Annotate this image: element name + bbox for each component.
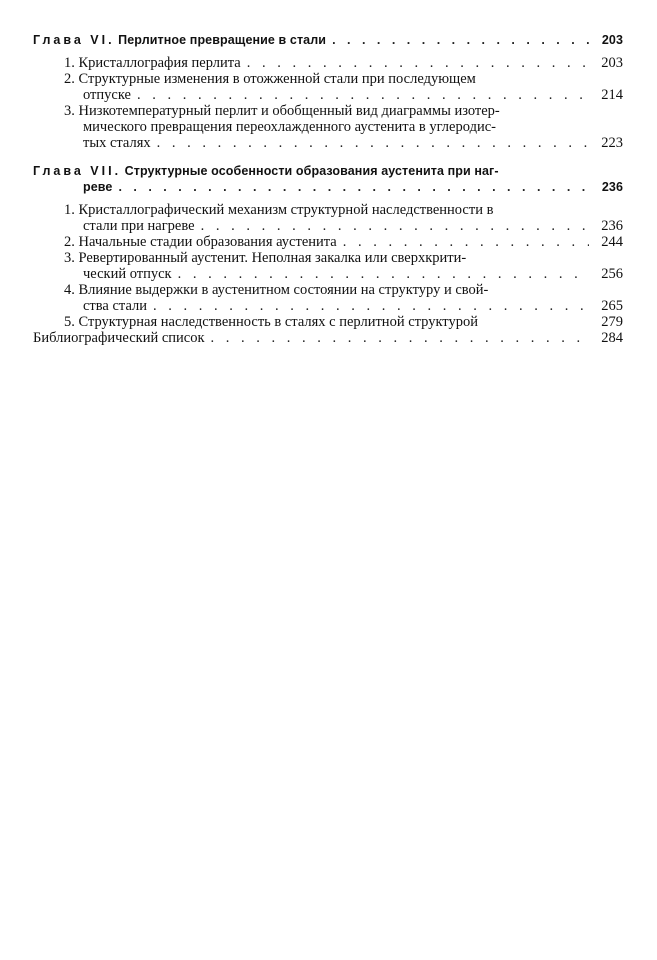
toc-item-7-1[interactable] — [33, 202, 623, 218]
item-title-continued: ства стали — [83, 298, 147, 314]
chapter-6-label: Глава VI. Перлитное превращение в стали — [33, 33, 327, 47]
toc-item-6-3[interactable] — [33, 103, 623, 119]
item-page: 203 — [601, 55, 623, 71]
item-page: 256 — [601, 266, 623, 282]
toc-item-6-1[interactable] — [33, 55, 623, 71]
toc-item-7-3-cont[interactable] — [33, 266, 623, 282]
item-title: Кристаллографический механизм структурной наследственности в — [78, 202, 494, 218]
dot-leader — [205, 330, 589, 346]
item-number: 3. — [64, 103, 75, 119]
dot-leader — [326, 32, 589, 48]
item-title: Низкотемпературный перлит и обобщенный вид диаграммы изотер- — [78, 103, 500, 119]
item-page: 244 — [601, 234, 623, 250]
item-number: 1. — [64, 202, 75, 218]
chapter-7-title-continued: реве — [83, 180, 113, 194]
chapter-7-heading-cont[interactable] — [33, 179, 623, 195]
item-title: Ревертированный аустенит. Неполная закалка или сверхкрити- — [78, 250, 467, 266]
item-page: 223 — [601, 135, 623, 151]
item-title-continued: мического превращения переохлажденного аустенита в углеродис- — [83, 119, 496, 135]
dot-leader — [337, 234, 589, 250]
item-page: 279 — [601, 314, 623, 330]
dot-leader — [112, 179, 589, 195]
chapter-7-page: 236 — [601, 180, 623, 194]
item-number: 2. — [64, 234, 75, 250]
dot-leader — [195, 218, 589, 234]
chapter-7-label: Глава VII. — [33, 164, 122, 178]
bibliography-title: Библиографический список — [33, 330, 205, 346]
dot-leader — [172, 266, 589, 282]
item-page: 265 — [601, 298, 623, 314]
item-page: 214 — [601, 87, 623, 103]
table-of-contents — [33, 32, 623, 346]
item-number: 5. — [64, 314, 75, 330]
chapter-7-title: Структурные особенности образования аустенита при наг- — [124, 164, 499, 178]
toc-item-7-2[interactable] — [33, 234, 623, 250]
dot-leader — [151, 135, 589, 151]
item-number: 4. — [64, 282, 75, 298]
toc-item-7-4[interactable] — [33, 282, 623, 298]
toc-item-6-3-cont-2[interactable] — [33, 135, 623, 151]
dot-leader — [241, 55, 589, 71]
chapter-7-heading[interactable] — [33, 163, 623, 179]
item-title: Структурные изменения в отожженной стали при последующем — [78, 71, 476, 87]
item-title: Кристаллография перлита — [78, 55, 241, 71]
toc-item-7-4-cont[interactable] — [33, 298, 623, 314]
toc-item-6-2[interactable] — [33, 71, 623, 87]
item-title-continued: ческий отпуск — [83, 266, 172, 282]
item-title-continued: стали при нагреве — [83, 218, 195, 234]
chapter-6-page: 203 — [601, 33, 623, 47]
item-title-continued: отпуске — [83, 87, 131, 103]
item-number: 1. — [64, 55, 75, 71]
item-title-continued: тых сталях — [83, 135, 151, 151]
item-title: Структурная наследственность в сталях с перлитной структурой — [78, 314, 478, 330]
chapter-6-title: Перлитное превращение в стали — [118, 33, 327, 47]
bibliography-page: 284 — [601, 330, 623, 346]
toc-item-6-2-cont[interactable] — [33, 87, 623, 103]
item-number: 2. — [64, 71, 75, 87]
toc-bibliography[interactable] — [33, 330, 623, 346]
dot-leader — [147, 298, 589, 314]
toc-item-7-1-cont[interactable] — [33, 218, 623, 234]
chapter-6-heading[interactable] — [33, 32, 623, 48]
item-title: Влияние выдержки в аустенитном состоянии на структуру и свой- — [78, 282, 489, 298]
item-page: 236 — [601, 218, 623, 234]
toc-item-7-3[interactable] — [33, 250, 623, 266]
item-title: Начальные стадии образования аустенита — [78, 234, 337, 250]
toc-item-7-5[interactable] — [33, 314, 623, 330]
item-number: 3. — [64, 250, 75, 266]
toc-item-6-3-cont — [33, 119, 623, 135]
dot-leader — [131, 87, 589, 103]
